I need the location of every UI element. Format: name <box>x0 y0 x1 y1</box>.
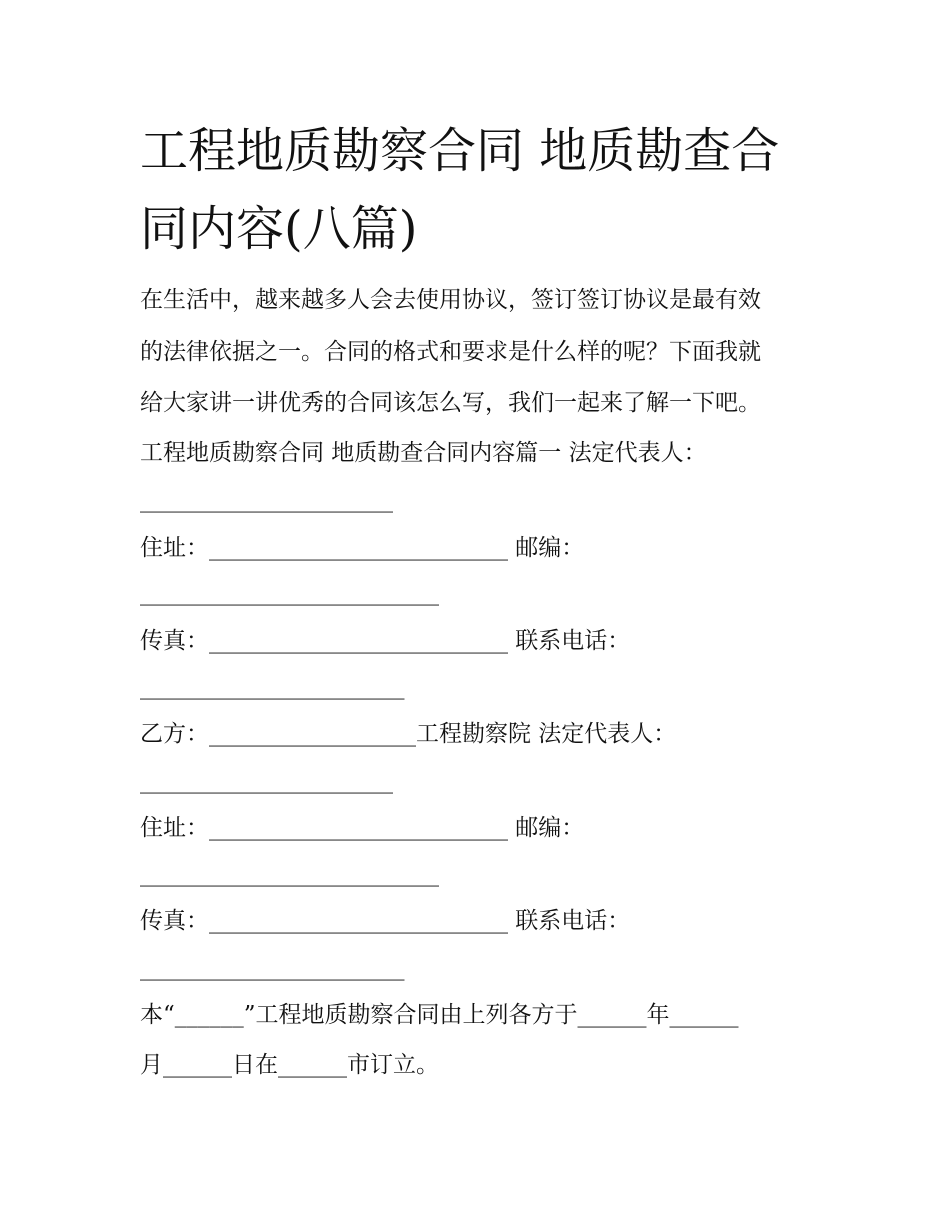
party-b-line: 乙方：__________________工程勘察院 法定代表人： <box>140 721 677 747</box>
legal-representative-blank: ______________________ <box>140 487 393 513</box>
postcode-blank: __________________________ <box>140 580 439 606</box>
contract-date-line-2: 月______日在______市订立。 <box>140 1052 439 1078</box>
phone-blank: _______________________ <box>140 674 405 700</box>
intro-line-1: 在生活中，越来越多人会去使用协议，签订签订协议是最有效 <box>140 287 761 313</box>
party-b-postcode-blank: __________________________ <box>140 861 439 887</box>
party-b-representative-blank: ______________________ <box>140 768 393 794</box>
party-b-fax-line: 传真：__________________________ 联系电话： <box>140 908 631 934</box>
contract-date-line-1: 本“______”工程地质勘察合同由上列各方于______年______ <box>140 1002 739 1028</box>
section-heading: 工程地质勘察合同 地质勘查合同内容篇一 法定代表人： <box>140 440 707 466</box>
intro-line-3: 给大家讲一讲优秀的合同该怎么写，我们一起来了解一下吧。 <box>140 390 761 416</box>
address-line: 住址：__________________________ 邮编： <box>140 535 585 561</box>
party-b-address-line: 住址：__________________________ 邮编： <box>140 815 585 841</box>
fax-line: 传真：__________________________ 联系电话： <box>140 628 631 654</box>
party-b-phone-blank: _______________________ <box>140 955 405 981</box>
intro-line-2: 的法律依据之一。合同的格式和要求是什么样的呢？下面我就 <box>140 339 761 365</box>
document-title: 工程地质勘察合同 地质勘查合同内容(八篇) <box>140 123 780 257</box>
